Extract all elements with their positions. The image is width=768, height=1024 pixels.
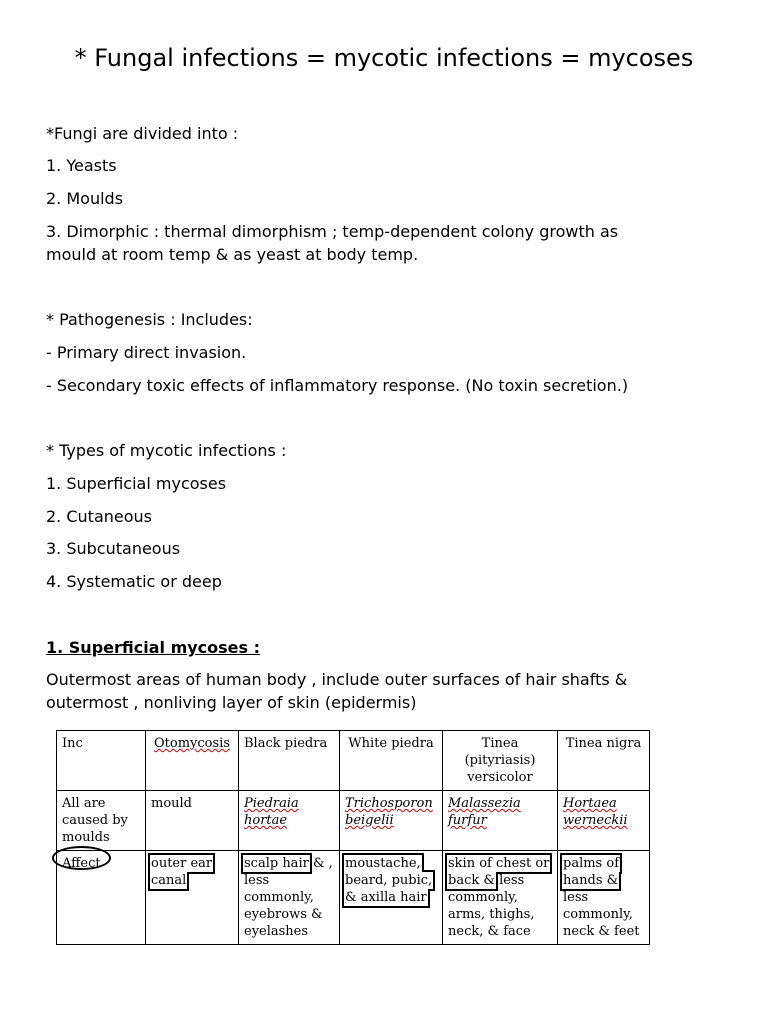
table-header: Tinea nigra [558,731,650,791]
table-cell: palms of hands & less commonly, neck & feet [558,851,650,945]
boxed-term: outer ear canal [151,856,213,888]
row-label: Affect [57,851,146,945]
table-row [57,851,650,945]
pathogenesis-item: - Primary direct invasion. [46,343,247,362]
mycoses-table [56,730,650,945]
fungi-item-cont: mould at room temp & as yeast at body temp. [46,245,419,264]
types-item: 4. Systematic or deep [46,572,222,591]
table-header: Inc [57,731,146,791]
types-item: 1. Superficial mycoses [46,474,227,493]
boxed-term: moustache, beard, pubic, & axilla hair [345,856,433,905]
table-header-row [57,731,650,791]
table-cell [146,851,239,945]
row-label: All are caused by moulds [57,791,146,851]
fungi-intro: *Fungi are divided into : [46,124,239,143]
fungi-item: 3. Dimorphic : thermal dimorphism ; temp-dependent colony growth as [46,222,619,241]
fungi-item: 1. Yeasts [46,156,117,175]
table-cell: scalp hair & , less commonly, eyebrows & eyelashes [239,851,340,945]
table-cell: Malassezia furfur [443,791,558,851]
section-desc: Outermost areas of human body , include outer surfaces of hair shafts & [46,670,628,689]
table-header: Otomycosis [146,731,239,791]
types-item: 3. Subcutaneous [46,539,181,558]
boxed-term: skin of chest or back & [448,856,550,888]
table-cell: mould [146,791,239,851]
boxed-term: palms of hands & [563,856,619,888]
page-title: * Fungal infections = mycotic infections = mycoses [74,44,694,72]
section-desc: outermost , nonliving layer of skin (epidermis) [46,693,417,712]
table-cell: skin of chest or back & less commonly, arms, thighs, neck, & face [443,851,558,945]
types-heading: * Types of mycotic infections : [46,441,287,460]
pathogenesis-item: - Secondary toxic effects of inflammatory response. (No toxin secretion.) [46,376,629,395]
table-row [57,791,650,851]
table-cell: Hortaea werneckii [558,791,650,851]
table-header: Tinea (pityriasis) versicolor [443,731,558,791]
table-cell: Trichosporon beigelii [340,791,443,851]
pathogenesis-heading: * Pathogenesis : Includes: [46,310,253,329]
table-header: Black piedra [239,731,340,791]
table-cell: Piedraia hortae [239,791,340,851]
table-header: White piedra [340,731,443,791]
table-cell [340,851,443,945]
section-heading: 1. Superficial mycoses : [46,638,261,657]
types-item: 2. Cutaneous [46,507,152,526]
affect-circle-annotation [52,846,111,870]
fungi-item: 2. Moulds [46,189,124,208]
boxed-term: scalp hair [244,856,309,871]
